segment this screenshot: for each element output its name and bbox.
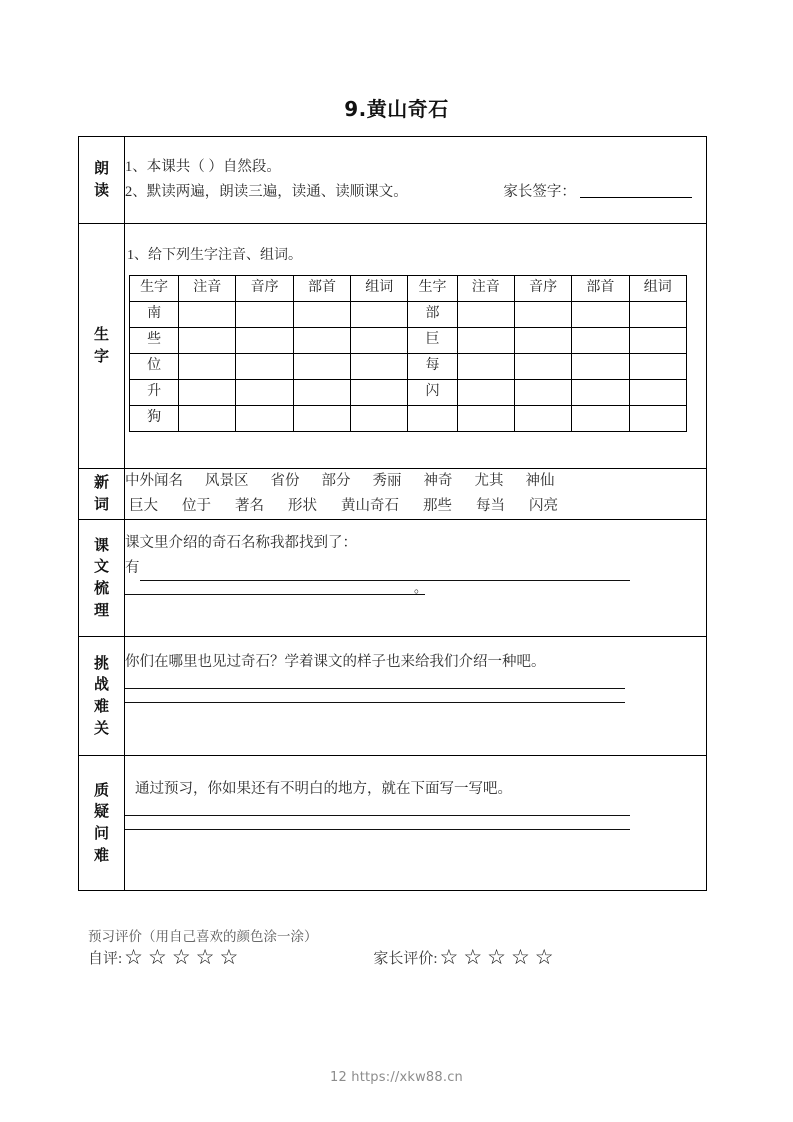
characters-grid [129, 275, 687, 432]
text-review-end-mark: 。 [413, 580, 427, 596]
new-word: 闪亮 [529, 498, 558, 514]
cell-initial-left[interactable] [236, 379, 293, 405]
evaluation-section [88, 925, 708, 968]
cell-char-left: 些 [130, 327, 179, 353]
evaluation-title: 预习评价（用自己喜欢的颜色涂一涂） [88, 929, 318, 944]
self-evaluation-stars [124, 947, 243, 968]
cell-radical-right[interactable] [572, 405, 629, 431]
row-label-text-review [79, 520, 125, 637]
table-row-new-words [79, 469, 707, 520]
star-icon[interactable]: ☆ [124, 945, 143, 969]
new-word: 那些 [423, 498, 452, 514]
cell-pinyin-left[interactable] [179, 405, 236, 431]
row-label-challenge-char-3: 难 [93, 697, 109, 715]
cell-word-left[interactable] [351, 327, 408, 353]
star-icon[interactable]: ☆ [463, 945, 483, 969]
table-row-text-review [79, 520, 707, 637]
col-header-initial-right: 音序 [514, 275, 571, 301]
cell-initial-left[interactable] [236, 301, 293, 327]
parent-evaluation-label: 家长评价: [373, 951, 438, 967]
col-header-radical-left: 部首 [293, 275, 350, 301]
cell-char-left: 升 [130, 379, 179, 405]
row-label-questions-char-1: 质 [93, 780, 109, 799]
challenge-answer-line-2[interactable] [125, 702, 625, 703]
self-evaluation-group [88, 947, 243, 968]
col-header-char-left: 生字 [130, 275, 179, 301]
cell-radical-right[interactable] [572, 327, 629, 353]
star-icon[interactable]: ☆ [171, 945, 191, 969]
cell-char-left: 南 [130, 301, 179, 327]
cell-pinyin-left[interactable] [179, 327, 236, 353]
characters-grid-row [130, 327, 687, 353]
cell-radical-right[interactable] [572, 301, 629, 327]
parent-evaluation-group [373, 947, 558, 968]
cell-pinyin-left[interactable] [179, 379, 236, 405]
row-label-reading-char-2: 读 [93, 181, 109, 199]
cell-word-left[interactable] [351, 379, 408, 405]
cell-pinyin-right[interactable] [457, 353, 514, 379]
characters-task-text: 1、给下列生字注音、组词。 [127, 248, 302, 263]
cell-pinyin-left[interactable] [179, 353, 236, 379]
characters-grid-row [130, 379, 687, 405]
cell-word-right[interactable] [629, 327, 686, 353]
cell-radical-left[interactable] [293, 379, 350, 405]
star-icon[interactable]: ☆ [148, 945, 167, 969]
row-label-reading [79, 137, 125, 224]
row-body-questions [125, 756, 707, 891]
cell-initial-right[interactable] [514, 353, 571, 379]
star-icon[interactable]: ☆ [195, 945, 215, 969]
questions-answer-line-2[interactable] [125, 829, 630, 830]
cell-initial-right[interactable] [514, 301, 571, 327]
new-word: 神仙 [525, 473, 555, 490]
new-word: 省份 [270, 473, 300, 490]
star-icon[interactable]: ☆ [534, 945, 554, 969]
text-review-answer-line-2-group [125, 580, 435, 596]
row-body-challenge [125, 637, 707, 756]
cell-initial-left[interactable] [236, 327, 293, 353]
questions-prompt: 通过预习，你如果还有不明白的地方，就在下面写一写吧。 [135, 781, 512, 797]
row-label-challenge-char-2: 战 [93, 675, 109, 694]
parent-signature-group [503, 180, 692, 205]
challenge-prompt: 你们在哪里也见过奇石？学着课文的样子也来给我们介绍一种吧。 [125, 654, 546, 670]
cell-initial-left[interactable] [236, 405, 293, 431]
cell-word-right[interactable] [629, 301, 686, 327]
cell-char-right: 每 [408, 353, 457, 379]
cell-word-right[interactable] [629, 353, 686, 379]
text-review-lead-char: 有 [125, 559, 140, 576]
row-label-new-words-char-1: 新 [93, 473, 109, 492]
parent-signature-label: 家长签字： [503, 184, 576, 200]
challenge-answer-line-1[interactable] [125, 688, 625, 689]
cell-pinyin-right[interactable] [457, 301, 514, 327]
table-row-challenge [79, 637, 707, 756]
row-label-questions-char-2: 疑 [93, 802, 109, 821]
table-row-characters [79, 224, 707, 469]
new-word: 秀丽 [372, 473, 402, 490]
new-words-row-1 [125, 469, 706, 494]
row-label-challenge-char-1: 挑 [93, 653, 109, 672]
characters-grid-row [130, 301, 687, 327]
cell-initial-right[interactable] [514, 327, 571, 353]
row-body-reading [125, 137, 707, 224]
col-header-initial-left: 音序 [236, 275, 293, 301]
parent-signature-line[interactable] [580, 184, 692, 198]
col-header-pinyin-right: 注音 [457, 275, 514, 301]
star-icon[interactable]: ☆ [219, 945, 239, 969]
cell-word-left[interactable] [351, 405, 408, 431]
new-word: 神奇 [423, 473, 453, 490]
col-header-pinyin-left: 注音 [179, 275, 236, 301]
cell-char-left: 狗 [130, 405, 179, 431]
row-label-challenge [79, 637, 125, 756]
row-label-text-review-char-2: 文 [93, 557, 109, 576]
row-label-new-words-char-2: 词 [93, 495, 109, 513]
reading-item-2: 2、默读两遍，朗读三遍，读通、读顺课文。 [125, 184, 408, 200]
new-word: 黄山奇石 [341, 498, 399, 514]
cell-radical-right[interactable] [572, 379, 629, 405]
row-label-characters [79, 224, 125, 469]
characters-grid-header-row [130, 275, 687, 301]
cell-radical-left[interactable] [293, 301, 350, 327]
cell-pinyin-right[interactable] [457, 379, 514, 405]
row-label-text-review-char-4: 理 [93, 600, 109, 619]
new-word: 部分 [321, 473, 351, 490]
row-label-questions-char-3: 问 [93, 824, 109, 842]
cell-word-right[interactable] [629, 379, 686, 405]
evaluation-rows [88, 947, 708, 968]
star-icon[interactable]: ☆ [510, 945, 530, 969]
new-word: 每当 [476, 498, 505, 514]
row-label-characters-char-2: 字 [93, 347, 109, 365]
row-body-new-words [125, 469, 707, 520]
row-body-characters [125, 224, 707, 469]
row-label-questions-char-4: 难 [93, 845, 109, 864]
cell-radical-left[interactable] [293, 405, 350, 431]
text-review-answer-line-2[interactable] [125, 594, 425, 595]
text-review-prompt: 课文里介绍的奇石名称我都找到了： [125, 535, 357, 551]
cell-char-right: 部 [408, 301, 457, 327]
cell-pinyin-left[interactable] [179, 301, 236, 327]
parent-evaluation-stars [439, 947, 558, 968]
cell-radical-left[interactable] [293, 353, 350, 379]
cell-pinyin-right[interactable] [457, 405, 514, 431]
new-words-row-2 [125, 494, 706, 519]
questions-answer-line-1[interactable] [125, 815, 630, 816]
cell-word-left[interactable] [351, 353, 408, 379]
row-body-text-review [125, 520, 707, 637]
characters-grid-row [130, 353, 687, 379]
reading-item-2-wrap [125, 180, 706, 205]
cell-char-right: 闪 [408, 379, 457, 405]
new-word: 中外闻名 [125, 473, 183, 490]
new-word: 风景区 [205, 473, 249, 490]
cell-radical-right[interactable] [572, 353, 629, 379]
row-label-new-words [79, 469, 125, 520]
cell-char-left: 位 [130, 353, 179, 379]
star-icon[interactable]: ☆ [487, 945, 506, 969]
col-header-radical-right: 部首 [572, 275, 629, 301]
row-label-questions [79, 756, 125, 891]
col-header-char-right: 生字 [408, 275, 457, 301]
new-word: 巨大 [129, 498, 158, 514]
cell-initial-right[interactable] [514, 405, 571, 431]
text-review-answer-line-1-group [125, 556, 706, 581]
footer-watermark: 12 https://xkw88.cn [330, 1070, 463, 1085]
worksheet-table [78, 136, 707, 891]
text-review-answer-line-1[interactable] [140, 565, 630, 581]
table-row-reading [79, 137, 707, 224]
table-row-questions [79, 756, 707, 891]
cell-word-right[interactable] [629, 405, 686, 431]
col-header-word-left: 组词 [351, 275, 408, 301]
row-label-challenge-char-4: 关 [93, 718, 109, 737]
row-label-text-review-char-1: 课 [93, 535, 109, 554]
cell-radical-left[interactable] [293, 327, 350, 353]
new-word: 位于 [182, 498, 211, 514]
col-header-word-right: 组词 [629, 275, 686, 301]
page-title: 9.黄山奇石 [344, 97, 449, 121]
cell-word-left[interactable] [351, 301, 408, 327]
star-icon[interactable]: ☆ [439, 945, 459, 969]
new-word: 著名 [235, 498, 264, 514]
cell-char-right: 巨 [408, 327, 457, 353]
cell-char-right [408, 405, 457, 431]
row-label-characters-char-1: 生 [93, 325, 109, 344]
cell-pinyin-right[interactable] [457, 327, 514, 353]
new-word: 形状 [288, 498, 317, 514]
row-label-text-review-char-3: 梳 [93, 579, 109, 597]
row-label-reading-char-1: 朗 [93, 159, 109, 178]
new-word: 尤其 [474, 473, 504, 490]
characters-grid-row [130, 405, 687, 431]
self-evaluation-label: 自评: [88, 951, 123, 967]
cell-initial-left[interactable] [236, 353, 293, 379]
cell-initial-right[interactable] [514, 379, 571, 405]
reading-item-1: 1、本课共（ ）自然段。 [125, 158, 281, 175]
